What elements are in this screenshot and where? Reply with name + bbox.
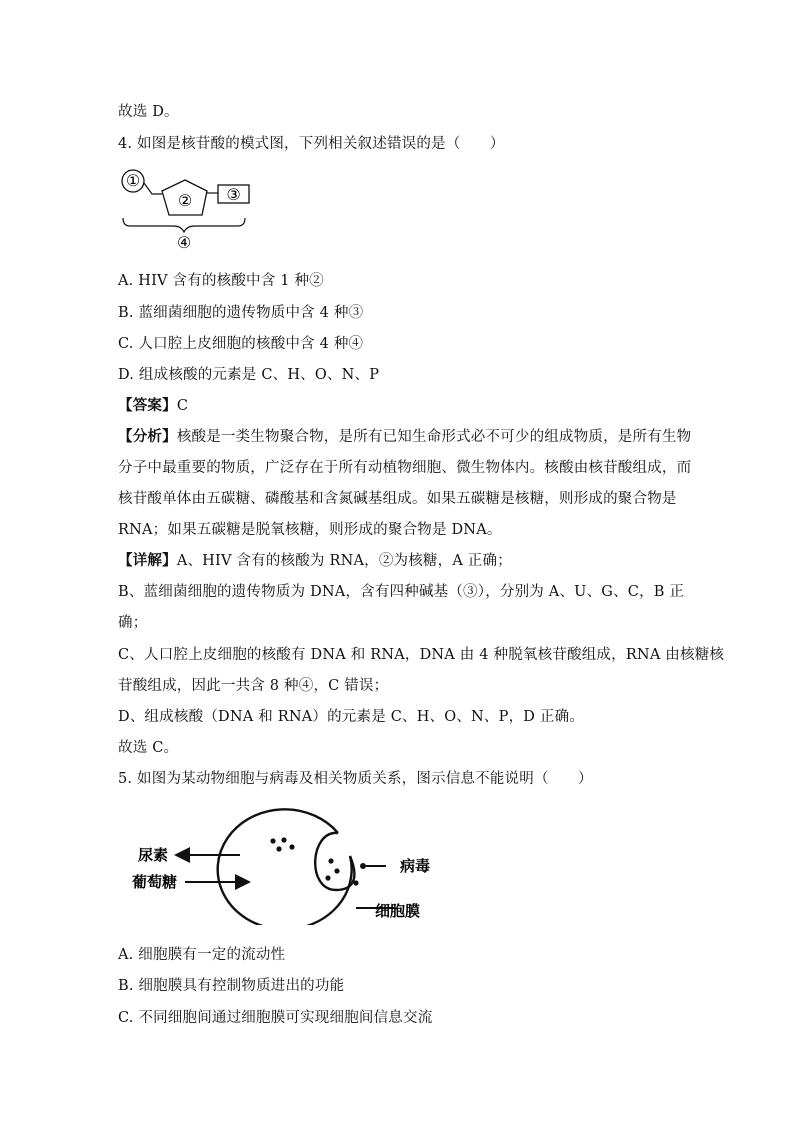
phosphate-bond — [144, 183, 162, 194]
virus-label: 病毒 — [400, 857, 431, 875]
cell-virus-diagram — [130, 800, 460, 925]
option-a: A. HIV 含有的核酸中含 1 种② — [118, 273, 324, 289]
particle — [276, 846, 281, 851]
particle — [270, 838, 275, 843]
analysis-line — [118, 427, 691, 447]
question-4-stem: 4. 如图是核苷酸的模式图，下列相关叙述错误的是（ ） — [118, 136, 505, 152]
text-line: 故选 C。 — [118, 740, 179, 756]
detail-line: C、人口腔上皮细胞的核酸有 DNA 和 RNA，DNA 由 4 种脱氧核苷酸组成，RNA 由核糖核 — [118, 647, 725, 663]
glucose-label: 葡萄糖 — [132, 873, 178, 891]
nucleotide-diagram — [118, 166, 258, 252]
particle — [281, 837, 286, 842]
analysis-line: 分子中最重要的物质，广泛存在于所有动植物细胞、微生物体内。核酸由核苷酸组成，而 — [118, 460, 692, 476]
detail-line: 确； — [118, 615, 148, 631]
urea-label: 尿素 — [138, 846, 169, 864]
detail-line: B、蓝细菌细胞的遗传物质为 DNA，含有四种碱基（③），分别为 A、U、G、C，B 正 — [118, 584, 685, 600]
analysis-tag: 【分析】 — [118, 428, 177, 445]
sugar-label: ② — [177, 191, 193, 210]
text-line: 故选 D。 — [118, 104, 179, 120]
answer-value: C — [176, 398, 189, 414]
analysis-line: 核苷酸单体由五碳糖、磷酸基和含氮碱基组成。如果五碳糖是核糖，则形成的聚合物是 — [118, 491, 677, 507]
detail-line: D、组成核酸（DNA 和 RNA）的元素是 C、H、O、N、P，D 正确。 — [118, 709, 585, 725]
virus-dot — [360, 863, 366, 869]
brace — [123, 218, 245, 232]
detail-text: A、HIV 含有的核酸为 RNA，②为核糖，A 正确； — [176, 553, 512, 569]
endocytosis-pocket — [315, 833, 354, 890]
virus-particle — [328, 858, 333, 863]
option-b: B. 细胞膜具有控制物质进出的功能 — [118, 978, 345, 994]
option-b: B. 蓝细菌细胞的遗传物质中含 4 种③ — [118, 305, 364, 321]
analysis-text: 核酸是一类生物聚合物，是所有已知生命形式必不可少的组成物质，是所有生物 — [176, 429, 692, 445]
detail-line: 苷酸组成，因此一共含 8 种④，C 错误； — [118, 678, 389, 694]
detail-line — [118, 551, 512, 571]
cell-membrane — [218, 809, 352, 925]
virus-particle — [353, 880, 358, 885]
answer-tag: 【答案】 — [118, 397, 177, 414]
option-d: D. 组成核酸的元素是 C、H、O、N、P — [118, 367, 380, 383]
option-c: C. 不同细胞间通过细胞膜可实现细胞间信息交流 — [118, 1010, 433, 1026]
particle — [289, 844, 294, 849]
detail-tag: 【详解】 — [118, 552, 177, 569]
membrane-label: 细胞膜 — [375, 902, 421, 920]
phosphate-label: ① — [125, 171, 141, 190]
option-a: A. 细胞膜有一定的流动性 — [118, 947, 286, 963]
virus-particle — [334, 868, 339, 873]
analysis-line: RNA；如果五碳糖是脱氧核糖，则形成的聚合物是 DNA。 — [118, 522, 502, 538]
question-5-stem: 5. 如图为某动物细胞与病毒及相关物质关系，图示信息不能说明（ ） — [118, 771, 593, 787]
virus-particle — [325, 875, 330, 880]
base-label: ③ — [226, 185, 241, 204]
whole-label: ④ — [176, 233, 192, 252]
answer-line — [118, 396, 188, 416]
option-c: C. 人口腔上皮细胞的核酸中含 4 种④ — [118, 336, 364, 352]
